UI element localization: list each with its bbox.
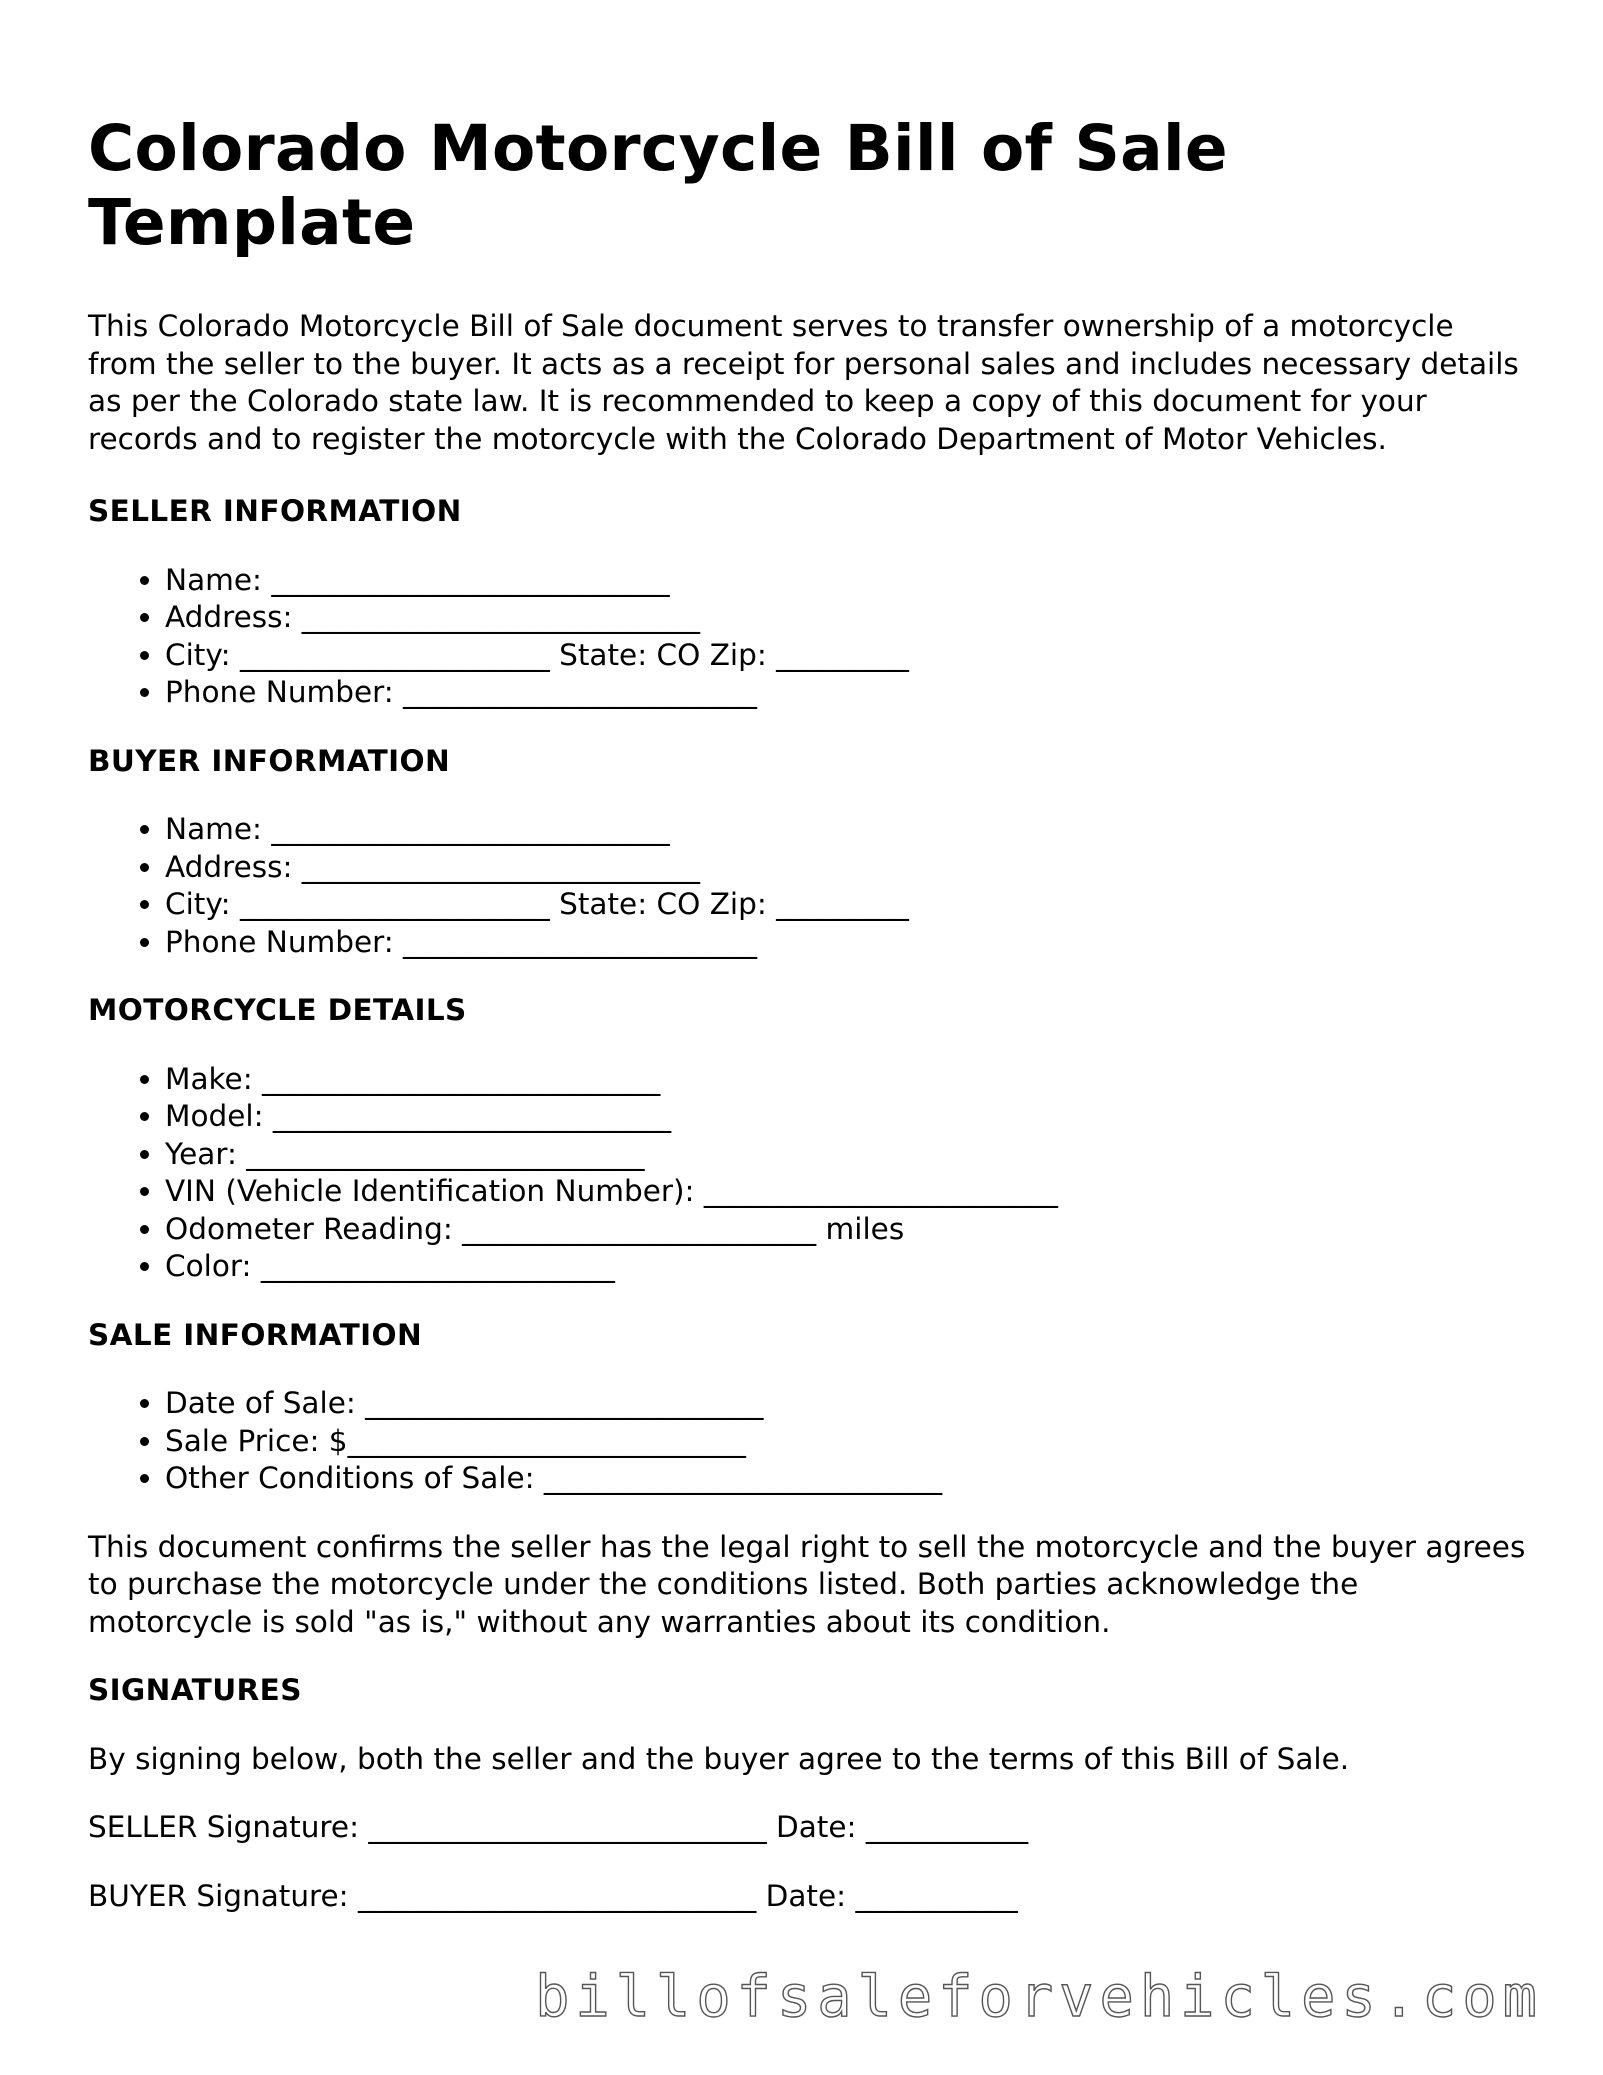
- seller-address-field: • Address: ___________________________: [165, 599, 1528, 637]
- make-field: • Make: ___________________________: [165, 1061, 1528, 1099]
- date-of-sale-field: • Date of Sale: ___________________________: [165, 1385, 1528, 1423]
- buyer-heading: BUYER INFORMATION: [88, 743, 451, 778]
- other-conditions-field: • Other Conditions of Sale: ___________________________: [165, 1460, 1528, 1498]
- motorcycle-section: [88, 992, 1528, 1286]
- buyer-city-state-zip-field: • City: _____________________ State: CO Zip: _________: [165, 886, 1528, 924]
- sale-heading: SALE INFORMATION: [88, 1317, 423, 1352]
- signatures-intro: By signing below, both the seller and the buyer agree to the terms of this Bill of Sale.: [88, 1741, 1350, 1776]
- motorcycle-heading: MOTORCYCLE DETAILS: [88, 993, 467, 1027]
- buyer-phone-field: • Phone Number: ________________________: [165, 924, 1528, 962]
- buyer-list: [88, 811, 1528, 961]
- seller-name-field: • Name: ___________________________: [165, 562, 1528, 600]
- buyer-address-field: • Address: ___________________________: [165, 849, 1528, 887]
- intro-paragraph: This Colorado Motorcycle Bill of Sale document serves to transfer ownership of a motorcycle from the seller to the buyer. It acts as a receipt for personal sales and includes necessary details as per the Colorado state law. It is recommended to keep a copy of this document for your records and to register the motorcycle with the Colorado Department of Motor Vehicles.: [88, 309, 1519, 456]
- sale-list: [88, 1385, 1528, 1498]
- odometer-field: • Odometer Reading: ________________________ miles: [165, 1211, 1528, 1249]
- seller-list: [88, 562, 1528, 712]
- buyer-signature-line: BUYER Signature: ___________________________ Date: ___________: [88, 1878, 1018, 1913]
- seller-section: [88, 493, 1528, 712]
- document-page: [88, 112, 1528, 1946]
- seller-phone-field: • Phone Number: ________________________: [165, 674, 1528, 712]
- buyer-section: [88, 743, 1528, 962]
- buyer-name-field: • Name: ___________________________: [165, 811, 1528, 849]
- motorcycle-list: [88, 1061, 1528, 1286]
- seller-signature-line: SELLER Signature: ___________________________ Date: ___________: [88, 1810, 1029, 1844]
- sale-section: [88, 1317, 1528, 1498]
- year-field: • Year: ___________________________: [165, 1136, 1528, 1174]
- vin-field: • VIN (Vehicle Identification Number): ________________________: [165, 1173, 1528, 1211]
- document-title: Colorado Motorcycle Bill of Sale Template: [88, 112, 1228, 259]
- sale-price-field: • Sale Price: $___________________________: [165, 1423, 1528, 1461]
- website-watermark: billofsaleforvehicles.com: [535, 1964, 1543, 2030]
- signatures-section: [88, 1672, 1528, 1915]
- seller-city-state-zip-field: • City: _____________________ State: CO Zip: _________: [165, 637, 1528, 675]
- color-field: • Color: ________________________: [165, 1248, 1528, 1286]
- seller-heading: SELLER INFORMATION: [88, 494, 462, 528]
- closing-paragraph: This document confirms the seller has the legal right to sell the motorcycle and the buyer agrees to purchase the motorcycle under the conditions listed. Both parties acknowledge the motorcycle is sold "as is," without any warranties about its condition.: [88, 1529, 1526, 1639]
- signatures-heading: SIGNATURES: [88, 1673, 302, 1707]
- model-field: • Model: ___________________________: [165, 1098, 1528, 1136]
